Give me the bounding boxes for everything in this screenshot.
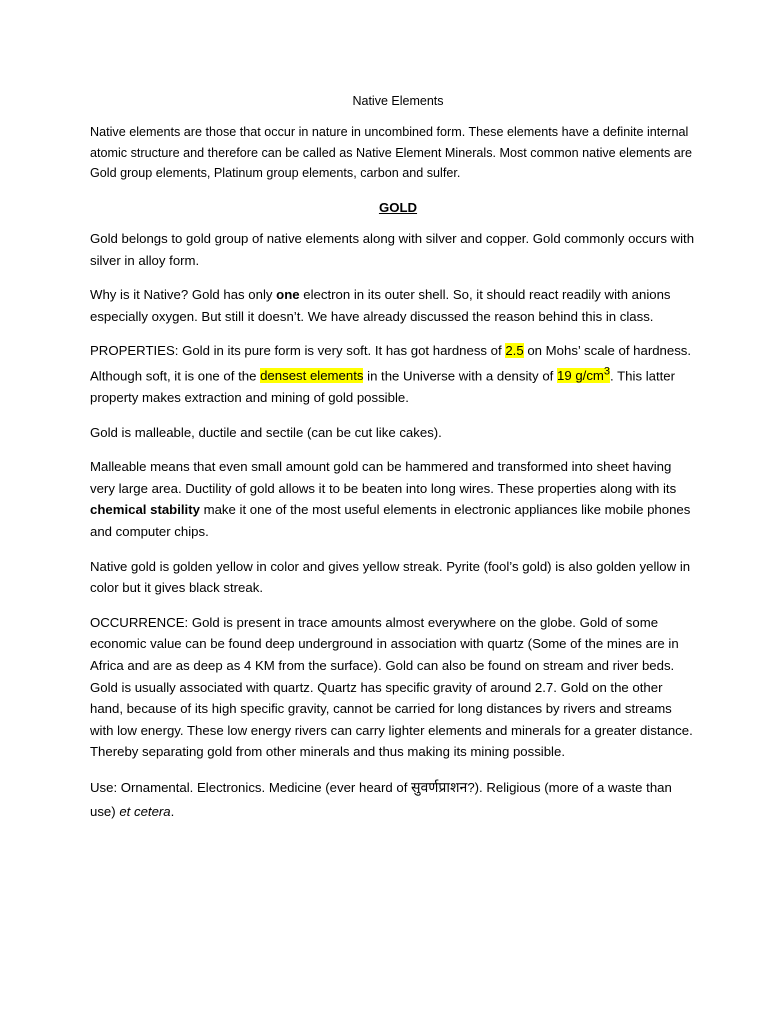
paragraph-gold-group: Gold belongs to gold group of native elements along with silver and copper. Gold commonly occurs with silver in alloy form. [90,231,695,268]
text-run: electron in its outer shell. So, it should react readily with anions especially oxygen. But still it doesn’t. We have already discussed the reason behind this in class. [90,287,671,324]
density-value: 19 g/cm [556,368,604,384]
text-run: in the Universe with a density of [363,368,557,384]
text-run: . [170,803,175,819]
hindi-text: सुवर्णप्राशन [411,779,468,796]
text-run: . This latter property makes extraction and mining of gold possible. [90,368,676,406]
italic-text: et cetera [119,803,171,819]
page-title: Native Elements [352,94,444,108]
highlight-density [557,368,610,383]
text-run: make it one of the most useful elements in electronic appliances like mobile phones and computer chips. [90,502,691,540]
bold-text: chemical stability [90,502,200,518]
paragraph-malleable-detail [90,456,698,542]
superscript: 3 [603,366,611,379]
text-run: Malleable means that even small amount gold can be hammered and transformed into sheet having very large area. Ductility of gold allows it to be beaten into long wires. These properties along with its [90,459,677,496]
text-run: Why is it Native? Gold has only [90,287,277,303]
highlight-hardness: 2.5 [505,343,524,359]
section-heading-gold: GOLD [378,199,418,215]
paragraph-streak: Native gold is golden yellow in color and gives yellow streak. Pyrite (fool’s gold) is also golden yellow in color but it gives black streak. [90,558,691,596]
paragraph-occurrence: OCCURRENCE: Gold is present in trace amounts almost everywhere on the globe. Gold of some economic value can be found deep underground in association with quartz (Some of the mines are in Africa and are as deep as 4 KM from the surface). Gold can also be found on stream and river beds. Gold is usually associated with quartz. Quartz has specific gravity of around 2.7. Gold on the other hand, because of its high specific gravity, cannot be carried for long distances by rivers and streams with low energy. These low energy rivers can carry lighter elements and minerals for a greater distance. Thereby separating gold from other minerals and thus making its mining possible. [90,614,693,760]
paragraph-use [90,776,698,824]
text-run: Use: Ornamental. Electronics. Medicine (ever heard of [90,779,412,795]
paragraph-why-native [90,284,698,327]
text-run: on Mohs’ scale of hardness. Although soft, it is one of the [90,343,692,384]
text-run: ?). Religious (more of a waste than use) [90,779,672,819]
intro-paragraph: Native elements are those that occur in nature in uncombined form. These elements have a definite internal atomic structure and therefore can be called as Native Element Minerals. Most common native elements are Gold group elements, Platinum group elements, carbon and sulfer. [90,125,692,180]
text-run: PROPERTIES: Gold in its pure form is very soft. It has got hardness of [90,343,506,359]
paragraph-malleable: Gold is malleable, ductile and sectile (can be cut like cakes). [90,424,442,440]
paragraph-properties [90,340,698,408]
bold-text: one [276,287,300,303]
highlight-densest: densest elements [260,368,364,384]
